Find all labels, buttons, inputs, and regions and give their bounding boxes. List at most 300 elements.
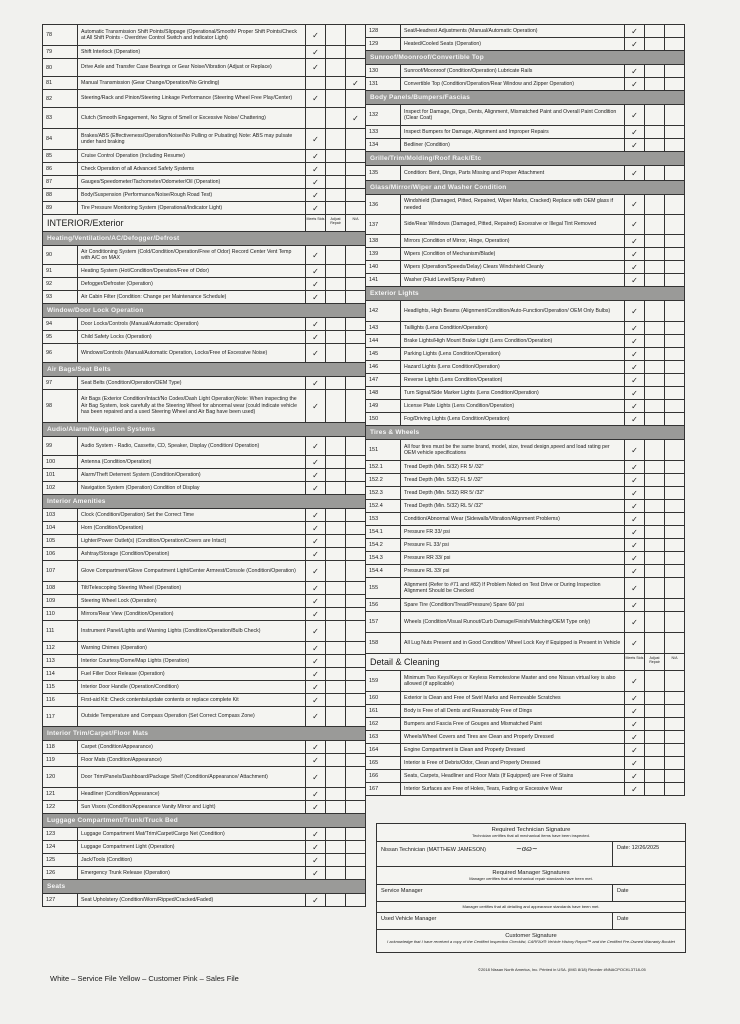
not-applicable-checkbox[interactable]	[346, 163, 365, 175]
not-applicable-checkbox[interactable]	[346, 642, 365, 654]
not-applicable-checkbox[interactable]	[346, 801, 365, 813]
not-applicable-checkbox[interactable]	[346, 841, 365, 853]
adjust-repair-checkbox[interactable]	[326, 655, 346, 667]
not-applicable-checkbox[interactable]	[346, 754, 365, 766]
meets-standards-checkbox[interactable]: ✓	[625, 301, 645, 321]
meets-standards-checkbox[interactable]: ✓	[306, 681, 326, 693]
meets-standards-checkbox[interactable]: ✓	[625, 526, 645, 538]
adjust-repair-checkbox[interactable]	[645, 474, 665, 486]
adjust-repair-checkbox[interactable]	[326, 150, 346, 162]
not-applicable-checkbox[interactable]	[665, 413, 684, 425]
meets-standards-checkbox[interactable]: ✓	[306, 59, 326, 76]
meets-standards-checkbox[interactable]: ✓	[625, 671, 645, 691]
meets-standards-checkbox[interactable]: ✓	[306, 318, 326, 330]
adjust-repair-checkbox[interactable]	[645, 215, 665, 234]
not-applicable-checkbox[interactable]	[665, 38, 684, 50]
meets-standards-checkbox[interactable]: ✓	[625, 235, 645, 247]
adjust-repair-checkbox[interactable]	[645, 322, 665, 334]
not-applicable-checkbox[interactable]	[665, 65, 684, 77]
adjust-repair-checkbox[interactable]	[645, 166, 665, 180]
not-applicable-checkbox[interactable]	[346, 707, 365, 726]
not-applicable-checkbox[interactable]	[346, 582, 365, 594]
not-applicable-checkbox[interactable]	[665, 301, 684, 321]
checklist-row	[42, 202, 366, 215]
meets-standards-checkbox[interactable]: ✓	[306, 189, 326, 201]
meets-standards-checkbox[interactable]: ✓	[306, 291, 326, 303]
meets-standards-checkbox[interactable]: ✓	[625, 461, 645, 473]
adjust-repair-checkbox[interactable]	[645, 539, 665, 551]
not-applicable-checkbox[interactable]	[665, 757, 684, 769]
not-applicable-checkbox[interactable]	[665, 578, 684, 598]
adjust-repair-checkbox[interactable]	[326, 801, 346, 813]
meets-standards-checkbox[interactable]: ✓	[306, 163, 326, 175]
meets-standards-checkbox[interactable]: ✓	[625, 705, 645, 717]
meets-standards-checkbox[interactable]: ✓	[625, 599, 645, 611]
adjust-repair-checkbox[interactable]	[645, 612, 665, 632]
meets-standards-checkbox[interactable]: ✓	[625, 400, 645, 412]
adjust-repair-checkbox[interactable]	[645, 387, 665, 399]
meets-standards-checkbox[interactable]: ✓	[306, 390, 326, 422]
meets-standards-checkbox[interactable]: ✓	[306, 176, 326, 188]
adjust-repair-checkbox[interactable]	[326, 318, 346, 330]
not-applicable-checkbox[interactable]	[346, 390, 365, 422]
adjust-repair-checkbox[interactable]	[326, 642, 346, 654]
not-applicable-checkbox[interactable]	[665, 215, 684, 234]
not-applicable-checkbox[interactable]	[346, 437, 365, 455]
not-applicable-checkbox[interactable]	[665, 526, 684, 538]
not-applicable-checkbox[interactable]	[346, 150, 365, 162]
meets-standards-checkbox[interactable]: ✓	[625, 322, 645, 334]
adjust-repair-checkbox[interactable]	[326, 828, 346, 840]
not-applicable-checkbox[interactable]	[665, 248, 684, 260]
adjust-repair-checkbox[interactable]	[645, 440, 665, 460]
not-applicable-checkbox[interactable]	[346, 265, 365, 277]
adjust-repair-checkbox[interactable]	[326, 344, 346, 362]
not-applicable-checkbox[interactable]	[665, 565, 684, 577]
adjust-repair-checkbox[interactable]	[645, 461, 665, 473]
meets-standards-checkbox[interactable]: ✓	[625, 361, 645, 373]
adjust-repair-checkbox[interactable]	[645, 25, 665, 37]
meets-standards-checkbox[interactable]: ✓	[306, 129, 326, 149]
meets-standards-checkbox[interactable]: ✓	[306, 331, 326, 343]
meets-standards-checkbox[interactable]: ✓	[306, 707, 326, 726]
not-applicable-checkbox[interactable]	[346, 535, 365, 547]
not-applicable-checkbox[interactable]	[665, 126, 684, 138]
adjust-repair-checkbox[interactable]	[645, 348, 665, 360]
meets-standards-checkbox[interactable]: ✓	[625, 612, 645, 632]
adjust-repair-checkbox[interactable]	[645, 361, 665, 373]
not-applicable-checkbox[interactable]	[346, 176, 365, 188]
not-applicable-checkbox[interactable]	[665, 440, 684, 460]
meets-standards-checkbox[interactable]: ✓	[306, 509, 326, 521]
not-applicable-checkbox[interactable]	[665, 692, 684, 704]
meets-standards-checkbox[interactable]: ✓	[625, 374, 645, 386]
used-vehicle-manager-field[interactable]: Used Vehicle Manager	[377, 913, 613, 929]
meets-standards-checkbox[interactable]: ✓	[625, 348, 645, 360]
not-applicable-checkbox[interactable]	[346, 561, 365, 581]
adjust-repair-checkbox[interactable]	[326, 456, 346, 468]
adjust-repair-checkbox[interactable]	[645, 301, 665, 321]
adjust-repair-checkbox[interactable]	[326, 77, 346, 89]
not-applicable-checkbox[interactable]: ✓	[352, 113, 359, 123]
adjust-repair-checkbox[interactable]	[326, 582, 346, 594]
adjust-repair-checkbox[interactable]	[645, 274, 665, 286]
not-applicable-checkbox[interactable]	[346, 246, 365, 264]
not-applicable-checkbox[interactable]	[346, 694, 365, 706]
meets-standards-checkbox[interactable]: ✓	[625, 487, 645, 499]
adjust-repair-checkbox[interactable]	[645, 235, 665, 247]
meets-standards-checkbox[interactable]: ✓	[306, 344, 326, 362]
meets-standards-checkbox[interactable]: ✓	[625, 731, 645, 743]
meets-standards-checkbox[interactable]: ✓	[306, 828, 326, 840]
adjust-repair-checkbox[interactable]	[326, 278, 346, 290]
meets-standards-checkbox[interactable]: ✓	[306, 854, 326, 866]
meets-standards-checkbox[interactable]: ✓	[625, 65, 645, 77]
adjust-repair-checkbox[interactable]	[645, 400, 665, 412]
meets-standards-checkbox[interactable]: ✓	[306, 265, 326, 277]
meets-standards-checkbox[interactable]: ✓	[306, 522, 326, 534]
not-applicable-checkbox[interactable]	[665, 387, 684, 399]
meets-standards-checkbox[interactable]: ✓	[306, 469, 326, 481]
not-applicable-checkbox[interactable]	[665, 599, 684, 611]
adjust-repair-checkbox[interactable]	[326, 331, 346, 343]
adjust-repair-checkbox[interactable]	[645, 65, 665, 77]
not-applicable-checkbox[interactable]	[665, 718, 684, 730]
not-applicable-checkbox[interactable]	[346, 291, 365, 303]
not-applicable-checkbox[interactable]	[665, 78, 684, 90]
not-applicable-checkbox[interactable]	[346, 90, 365, 107]
adjust-repair-checkbox[interactable]	[326, 390, 346, 422]
meets-standards-checkbox[interactable]: ✓	[306, 535, 326, 547]
not-applicable-checkbox[interactable]	[346, 668, 365, 680]
meets-standards-checkbox[interactable]: ✓	[625, 274, 645, 286]
meets-standards-checkbox[interactable]: ✓	[625, 744, 645, 756]
adjust-repair-checkbox[interactable]	[645, 126, 665, 138]
meets-standards-checkbox[interactable]: ✓	[306, 456, 326, 468]
meets-standards-checkbox[interactable]: ✓	[306, 741, 326, 753]
meets-standards-checkbox[interactable]: ✓	[625, 261, 645, 273]
not-applicable-checkbox[interactable]	[665, 783, 684, 795]
checklist-row	[365, 78, 685, 91]
item-number: 104	[43, 522, 78, 534]
adjust-repair-checkbox[interactable]	[326, 176, 346, 188]
meets-standards-checkbox[interactable]: ✓	[625, 105, 645, 125]
not-applicable-checkbox[interactable]	[665, 139, 684, 151]
meets-standards-checkbox[interactable]: ✓	[306, 621, 326, 641]
meets-standards-checkbox[interactable]: ✓	[306, 788, 326, 800]
meets-standards-checkbox[interactable]	[306, 77, 326, 89]
adjust-repair-checkbox[interactable]	[645, 731, 665, 743]
not-applicable-checkbox[interactable]: ✓	[352, 78, 359, 88]
adjust-repair-checkbox[interactable]	[645, 705, 665, 717]
meets-standards-checkbox[interactable]: ✓	[306, 694, 326, 706]
meets-standards-checkbox[interactable]: ✓	[625, 78, 645, 90]
meets-standards-checkbox[interactable]	[306, 108, 326, 128]
not-applicable-checkbox[interactable]	[346, 25, 365, 45]
not-applicable-checkbox[interactable]	[665, 261, 684, 273]
meets-standards-checkbox[interactable]: ✓	[306, 582, 326, 594]
adjust-repair-checkbox[interactable]	[326, 867, 346, 879]
adjust-repair-checkbox[interactable]	[326, 469, 346, 481]
meets-standards-checkbox[interactable]: ✓	[625, 248, 645, 260]
not-applicable-checkbox[interactable]	[665, 539, 684, 551]
not-applicable-checkbox[interactable]	[665, 335, 684, 347]
not-applicable-checkbox[interactable]	[346, 129, 365, 149]
adjust-repair-checkbox[interactable]	[326, 482, 346, 494]
meets-standards-checkbox[interactable]: ✓	[625, 757, 645, 769]
meets-standards-checkbox[interactable]: ✓	[625, 718, 645, 730]
not-applicable-checkbox[interactable]	[665, 461, 684, 473]
meets-standards-checkbox[interactable]: ✓	[625, 565, 645, 577]
meets-standards-checkbox[interactable]: ✓	[306, 767, 326, 787]
not-applicable-checkbox[interactable]	[346, 318, 365, 330]
meets-standards-checkbox[interactable]: ✓	[306, 642, 326, 654]
meets-standards-checkbox[interactable]: ✓	[306, 377, 326, 389]
not-applicable-checkbox[interactable]	[346, 788, 365, 800]
not-applicable-checkbox[interactable]	[346, 469, 365, 481]
not-applicable-checkbox[interactable]	[346, 482, 365, 494]
adjust-repair-checkbox[interactable]	[326, 509, 346, 521]
service-manager-field[interactable]: Service Manager	[377, 885, 613, 901]
meets-standards-checkbox[interactable]: ✓	[625, 500, 645, 512]
not-applicable-checkbox[interactable]	[665, 195, 684, 214]
not-applicable-checkbox[interactable]	[346, 202, 365, 214]
adjust-repair-checkbox[interactable]	[645, 718, 665, 730]
item-number: 89	[43, 202, 78, 214]
not-applicable-checkbox[interactable]	[346, 46, 365, 58]
adjust-repair-checkbox[interactable]	[326, 767, 346, 787]
meets-standards-checkbox[interactable]: ✓	[625, 783, 645, 795]
adjust-repair-checkbox[interactable]	[326, 595, 346, 607]
adjust-repair-checkbox[interactable]	[326, 841, 346, 853]
adjust-repair-checkbox[interactable]	[326, 202, 346, 214]
not-applicable-checkbox[interactable]	[665, 374, 684, 386]
meets-standards-checkbox[interactable]: ✓	[625, 552, 645, 564]
adjust-repair-checkbox[interactable]	[326, 377, 346, 389]
meets-standards-checkbox[interactable]: ✓	[625, 215, 645, 234]
not-applicable-checkbox[interactable]	[665, 513, 684, 525]
used-vehicle-manager-date[interactable]: Date	[617, 916, 629, 922]
not-applicable-checkbox[interactable]	[346, 548, 365, 560]
not-applicable-checkbox[interactable]	[665, 671, 684, 691]
meets-standards-checkbox[interactable]: ✓	[306, 894, 326, 906]
adjust-repair-checkbox[interactable]	[326, 894, 346, 906]
adjust-repair-checkbox[interactable]	[645, 565, 665, 577]
not-applicable-checkbox[interactable]	[665, 552, 684, 564]
not-applicable-checkbox[interactable]	[665, 612, 684, 632]
not-applicable-checkbox[interactable]	[346, 828, 365, 840]
not-applicable-checkbox[interactable]	[346, 595, 365, 607]
adjust-repair-checkbox[interactable]	[645, 248, 665, 260]
meets-standards-checkbox[interactable]: ✓	[625, 139, 645, 151]
not-applicable-checkbox[interactable]	[346, 655, 365, 667]
not-applicable-checkbox[interactable]	[665, 474, 684, 486]
not-applicable-checkbox[interactable]	[665, 744, 684, 756]
not-applicable-checkbox[interactable]	[346, 59, 365, 76]
adjust-repair-checkbox[interactable]	[326, 548, 346, 560]
meets-standards-checkbox[interactable]: ✓	[625, 38, 645, 50]
adjust-repair-checkbox[interactable]	[645, 633, 665, 653]
meets-standards-checkbox[interactable]: ✓	[306, 482, 326, 494]
meets-standards-checkbox[interactable]: ✓	[306, 90, 326, 107]
item-number: 154.1	[366, 526, 401, 538]
not-applicable-checkbox[interactable]	[346, 894, 365, 906]
not-applicable-checkbox[interactable]	[665, 770, 684, 782]
adjust-repair-checkbox[interactable]	[326, 265, 346, 277]
adjust-repair-checkbox[interactable]	[645, 38, 665, 50]
not-applicable-checkbox[interactable]	[346, 344, 365, 362]
meets-standards-checkbox[interactable]: ✓	[625, 692, 645, 704]
adjust-repair-checkbox[interactable]	[645, 105, 665, 125]
meets-standards-checkbox[interactable]: ✓	[306, 202, 326, 214]
adjust-repair-checkbox[interactable]	[645, 526, 665, 538]
adjust-repair-checkbox[interactable]	[326, 707, 346, 726]
checklist-row	[42, 344, 366, 363]
meets-standards-checkbox[interactable]: ✓	[306, 548, 326, 560]
not-applicable-checkbox[interactable]	[665, 105, 684, 125]
adjust-repair-checkbox[interactable]	[326, 46, 346, 58]
not-applicable-checkbox[interactable]	[346, 522, 365, 534]
adjust-repair-checkbox[interactable]	[326, 163, 346, 175]
meets-standards-checkbox[interactable]: ✓	[306, 668, 326, 680]
adjust-repair-checkbox[interactable]	[326, 668, 346, 680]
not-applicable-checkbox[interactable]	[346, 767, 365, 787]
adjust-repair-checkbox[interactable]	[326, 694, 346, 706]
meets-standards-checkbox[interactable]: ✓	[625, 770, 645, 782]
adjust-repair-checkbox[interactable]	[645, 552, 665, 564]
not-applicable-checkbox[interactable]	[665, 400, 684, 412]
meets-standards-checkbox[interactable]: ✓	[625, 25, 645, 37]
adjust-repair-checkbox[interactable]	[645, 413, 665, 425]
adjust-repair-checkbox[interactable]	[326, 90, 346, 107]
meets-standards-checkbox[interactable]: ✓	[306, 150, 326, 162]
not-applicable-checkbox[interactable]	[346, 278, 365, 290]
checklist-row	[365, 612, 685, 633]
not-applicable-checkbox[interactable]	[665, 361, 684, 373]
adjust-repair-checkbox[interactable]	[645, 195, 665, 214]
not-applicable-checkbox[interactable]	[665, 500, 684, 512]
adjust-repair-checkbox[interactable]	[326, 788, 346, 800]
meets-standards-checkbox[interactable]: ✓	[306, 801, 326, 813]
adjust-repair-checkbox[interactable]	[645, 757, 665, 769]
adjust-repair-checkbox[interactable]	[326, 189, 346, 201]
meets-standards-checkbox[interactable]: ✓	[625, 578, 645, 598]
adjust-repair-checkbox[interactable]	[645, 261, 665, 273]
adjust-repair-checkbox[interactable]	[326, 561, 346, 581]
not-applicable-checkbox[interactable]	[665, 25, 684, 37]
not-applicable-checkbox[interactable]	[346, 608, 365, 620]
meets-standards-checkbox[interactable]: ✓	[306, 246, 326, 264]
adjust-repair-checkbox[interactable]	[326, 754, 346, 766]
not-applicable-checkbox[interactable]	[346, 867, 365, 879]
adjust-repair-checkbox[interactable]	[645, 744, 665, 756]
adjust-repair-checkbox[interactable]	[326, 854, 346, 866]
not-applicable-checkbox[interactable]	[346, 377, 365, 389]
meets-standards-checkbox[interactable]: ✓	[306, 595, 326, 607]
meets-standards-checkbox[interactable]: ✓	[625, 633, 645, 653]
not-applicable-checkbox[interactable]	[346, 189, 365, 201]
not-applicable-checkbox[interactable]	[665, 705, 684, 717]
adjust-repair-checkbox[interactable]	[645, 671, 665, 691]
adjust-repair-checkbox[interactable]	[645, 139, 665, 151]
adjust-repair-checkbox[interactable]	[326, 522, 346, 534]
not-applicable-checkbox[interactable]	[346, 681, 365, 693]
meets-standards-checkbox[interactable]: ✓	[625, 413, 645, 425]
adjust-repair-checkbox[interactable]	[326, 741, 346, 753]
not-applicable-checkbox[interactable]	[665, 731, 684, 743]
meets-standards-checkbox[interactable]: ✓	[306, 561, 326, 581]
item-number: 134	[366, 139, 401, 151]
adjust-repair-checkbox[interactable]	[645, 770, 665, 782]
meets-standards-checkbox[interactable]: ✓	[306, 754, 326, 766]
meets-standards-checkbox[interactable]: ✓	[625, 335, 645, 347]
meets-standards-checkbox[interactable]: ✓	[306, 841, 326, 853]
meets-standards-checkbox[interactable]: ✓	[625, 513, 645, 525]
meets-standards-checkbox[interactable]: ✓	[625, 474, 645, 486]
not-applicable-checkbox[interactable]	[346, 741, 365, 753]
adjust-repair-checkbox[interactable]	[326, 437, 346, 455]
meets-standards-checkbox[interactable]: ✓	[625, 166, 645, 180]
adjust-repair-checkbox[interactable]	[326, 129, 346, 149]
adjust-repair-checkbox[interactable]	[326, 608, 346, 620]
not-applicable-checkbox[interactable]	[346, 854, 365, 866]
adjust-repair-checkbox[interactable]	[326, 246, 346, 264]
meets-standards-checkbox[interactable]: ✓	[306, 25, 326, 45]
adjust-repair-checkbox[interactable]	[645, 78, 665, 90]
meets-standards-checkbox[interactable]: ✓	[306, 278, 326, 290]
not-applicable-checkbox[interactable]	[665, 235, 684, 247]
adjust-repair-checkbox[interactable]	[326, 25, 346, 45]
not-applicable-checkbox[interactable]	[346, 509, 365, 521]
adjust-repair-checkbox[interactable]	[645, 599, 665, 611]
not-applicable-checkbox[interactable]	[665, 348, 684, 360]
meets-standards-checkbox[interactable]: ✓	[306, 46, 326, 58]
adjust-repair-checkbox[interactable]	[326, 535, 346, 547]
adjust-repair-checkbox[interactable]	[326, 621, 346, 641]
adjust-repair-checkbox[interactable]	[645, 374, 665, 386]
not-applicable-checkbox[interactable]	[665, 166, 684, 180]
adjust-repair-checkbox[interactable]	[645, 487, 665, 499]
meets-standards-checkbox[interactable]: ✓	[306, 867, 326, 879]
adjust-repair-checkbox[interactable]	[326, 108, 346, 128]
meets-standards-checkbox[interactable]: ✓	[306, 655, 326, 667]
meets-standards-checkbox[interactable]: ✓	[625, 195, 645, 214]
adjust-repair-checkbox[interactable]	[645, 692, 665, 704]
adjust-repair-checkbox[interactable]	[326, 681, 346, 693]
not-applicable-checkbox[interactable]	[346, 621, 365, 641]
adjust-repair-checkbox[interactable]	[326, 59, 346, 76]
adjust-repair-checkbox[interactable]	[326, 291, 346, 303]
meets-standards-checkbox[interactable]: ✓	[306, 437, 326, 455]
adjust-repair-checkbox[interactable]	[645, 513, 665, 525]
adjust-repair-checkbox[interactable]	[645, 335, 665, 347]
not-applicable-checkbox[interactable]	[665, 322, 684, 334]
meets-standards-checkbox[interactable]: ✓	[306, 608, 326, 620]
not-applicable-checkbox[interactable]	[665, 487, 684, 499]
meets-standards-checkbox[interactable]: ✓	[625, 387, 645, 399]
adjust-repair-checkbox[interactable]	[645, 783, 665, 795]
meets-standards-checkbox[interactable]: ✓	[625, 440, 645, 460]
meets-standards-checkbox[interactable]: ✓	[625, 126, 645, 138]
adjust-repair-checkbox[interactable]	[645, 500, 665, 512]
not-applicable-checkbox[interactable]	[665, 633, 684, 653]
service-manager-date[interactable]: Date	[617, 888, 629, 894]
not-applicable-checkbox[interactable]	[665, 274, 684, 286]
adjust-repair-checkbox[interactable]	[645, 578, 665, 598]
not-applicable-checkbox[interactable]	[346, 456, 365, 468]
meets-standards-checkbox[interactable]: ✓	[625, 539, 645, 551]
not-applicable-checkbox[interactable]	[346, 331, 365, 343]
